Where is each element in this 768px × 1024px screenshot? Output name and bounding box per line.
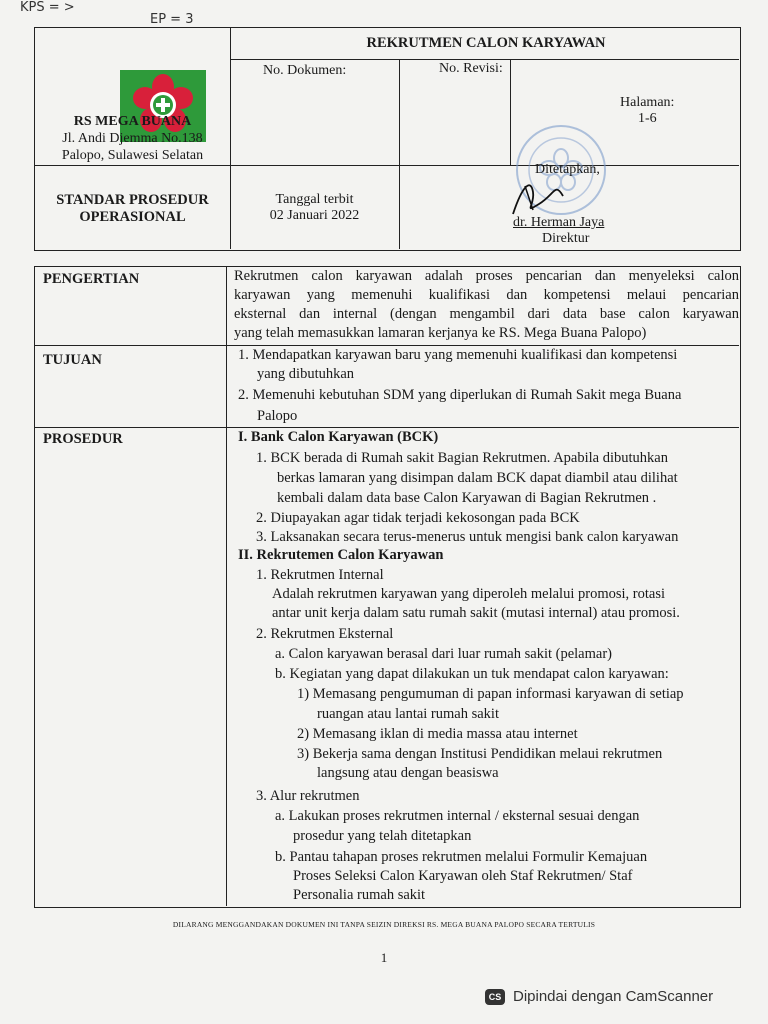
prosedur-line: berkas lamaran yang disimpan dalam BCK dapat diambil atau dilihat	[277, 470, 678, 486]
prosedur-line: b. Pantau tahapan proses rekrutmen melalui Formulir Kemajuan	[275, 849, 648, 865]
footer-notice: DILARANG MENGGANDAKAN DOKUMEN INI TANPA SEIZIN DIREKSI RS. MEGA BUANA PALOPO SECARA TERTULIS	[172, 920, 596, 929]
table-divider	[226, 267, 227, 906]
pengertian-label: PENGERTIAN	[43, 271, 140, 287]
pengertian-line: eksternal dan internal (dengan mengambil dari data base calon karyawan	[234, 306, 739, 322]
header-divider	[230, 165, 739, 166]
prosedur-line: 1. Rekrutmen Internal	[256, 567, 384, 583]
prosedur-line: 3. Alur rekrutmen	[256, 788, 360, 804]
prosedur-line: a. Calon karyawan berasal dari luar rumah sakit (pelamar)	[275, 646, 612, 662]
prosedur-line: 3) Bekerja sama dengan Institusi Pendidikan melaui rekrutmen	[297, 746, 663, 762]
tujuan-line: 1. Mendapatkan karyawan baru yang memenuhi kualifikasi dan kompetensi	[238, 347, 678, 363]
handwritten-note-b: EP = 3	[150, 12, 194, 27]
header-divider	[399, 59, 400, 249]
prosedur-line: b. Kegiatan yang dapat dilakukan un tuk mendapat calon karyawan:	[275, 666, 669, 682]
prosedur-heading: I. Bank Calon Karyawan (BCK)	[238, 429, 439, 445]
tujuan-line: 2. Memenuhi kebutuhan SDM yang diperlukan di Rumah Sakit mega Buana	[238, 387, 682, 403]
prosedur-heading: II. Rekrutemen Calon Karyawan	[238, 547, 444, 563]
sop-title-line1: STANDAR PROSEDUR	[56, 192, 209, 208]
sop-title-line2: OPERASIONAL	[79, 209, 186, 225]
page-number: 1	[380, 950, 388, 965]
pengertian-line: karyawan yang memenuhi kualifikasi dan kompetensi melaui pencarian	[234, 287, 739, 303]
camscanner-icon: CS	[485, 989, 505, 1005]
prosedur-line: 2. Diupayakan agar tidak terjadi kekosongan pada BCK	[256, 510, 580, 526]
prosedur-line: Personalia rumah sakit	[293, 887, 426, 903]
sop-title	[35, 192, 230, 226]
tujuan-line: yang dibutuhkan	[257, 366, 355, 382]
prosedur-line: ruangan atau lantai rumah sakit	[317, 706, 499, 722]
org-name: RS MEGA BUANA	[73, 114, 192, 129]
camscanner-label: Dipindai dengan CamScanner	[513, 988, 714, 1005]
content-table	[34, 266, 741, 908]
prosedur-line: a. Lakukan proses rekrutmen internal / eksternal sesuai dengan	[275, 808, 640, 824]
document-title: REKRUTMEN CALON KARYAWAN	[366, 35, 606, 51]
prosedur-line: 3. Laksanakan secara terus-menerus untuk mengisi bank calon karyawan	[256, 529, 679, 545]
tanggal-terbit-label: Tanggal terbit	[275, 192, 354, 207]
header-divider	[35, 165, 230, 166]
prosedur-line: prosedur yang telah ditetapkan	[293, 828, 472, 844]
prosedur-line: langsung atau dengan beasiswa	[317, 765, 499, 781]
signatory-role: Direktur	[542, 231, 590, 246]
tujuan-label: TUJUAN	[43, 352, 102, 368]
halaman-label: Halaman:	[620, 95, 675, 110]
ditetapkan-label: Ditetapkan,	[535, 162, 600, 177]
tujuan-line: Palopo	[257, 408, 298, 424]
no-revisi-label: No. Revisi:	[439, 61, 503, 76]
signature-icon	[503, 174, 573, 220]
header-table	[34, 27, 741, 251]
prosedur-line: 1. BCK berada di Rumah sakit Bagian Rekrutmen. Apabila dibutuhkan	[256, 450, 668, 466]
signatory-name: dr. Herman Jaya	[513, 215, 605, 230]
camscanner-watermark	[485, 988, 713, 1005]
prosedur-label: PROSEDUR	[43, 431, 123, 447]
prosedur-line: Proses Seleksi Calon Karyawan oleh Staf Rekrutmen/ Staf	[293, 868, 633, 884]
no-dokumen-label: No. Dokumen:	[263, 63, 347, 78]
prosedur-line: Adalah rekrutmen karyawan yang diperoleh melalui promosi, rotasi	[272, 586, 665, 602]
handwritten-note-a: KPS = >	[20, 0, 75, 15]
pengertian-line: yang telah memasukkan lamaran kerjanya ke RS. Mega Buana Palopo)	[234, 325, 647, 341]
prosedur-line: antar unit kerja dalam satu rumah sakit (mutasi internal) atau promosi.	[272, 605, 680, 621]
prosedur-line: 1) Memasang pengumuman di papan informasi karyawan di setiap	[297, 686, 684, 702]
org-address-line2: Palopo, Sulawesi Selatan	[61, 148, 204, 163]
prosedur-line: 2) Memasang iklan di media massa atau internet	[297, 726, 578, 742]
header-divider	[510, 59, 511, 165]
prosedur-line: 2. Rekrutmen Eksternal	[256, 626, 394, 642]
org-address-line1: Jl. Andi Djemma No.138	[62, 131, 203, 146]
tanggal-terbit-value: 02 Januari 2022	[269, 208, 360, 223]
halaman-value: 1-6	[638, 111, 657, 126]
pengertian-line: Rekrutmen calon karyawan adalah proses pencarian dan menyeleksi calon	[234, 268, 739, 284]
prosedur-line: kembali dalam data base Calon Karyawan di Bagian Rekrutmen .	[277, 490, 657, 506]
